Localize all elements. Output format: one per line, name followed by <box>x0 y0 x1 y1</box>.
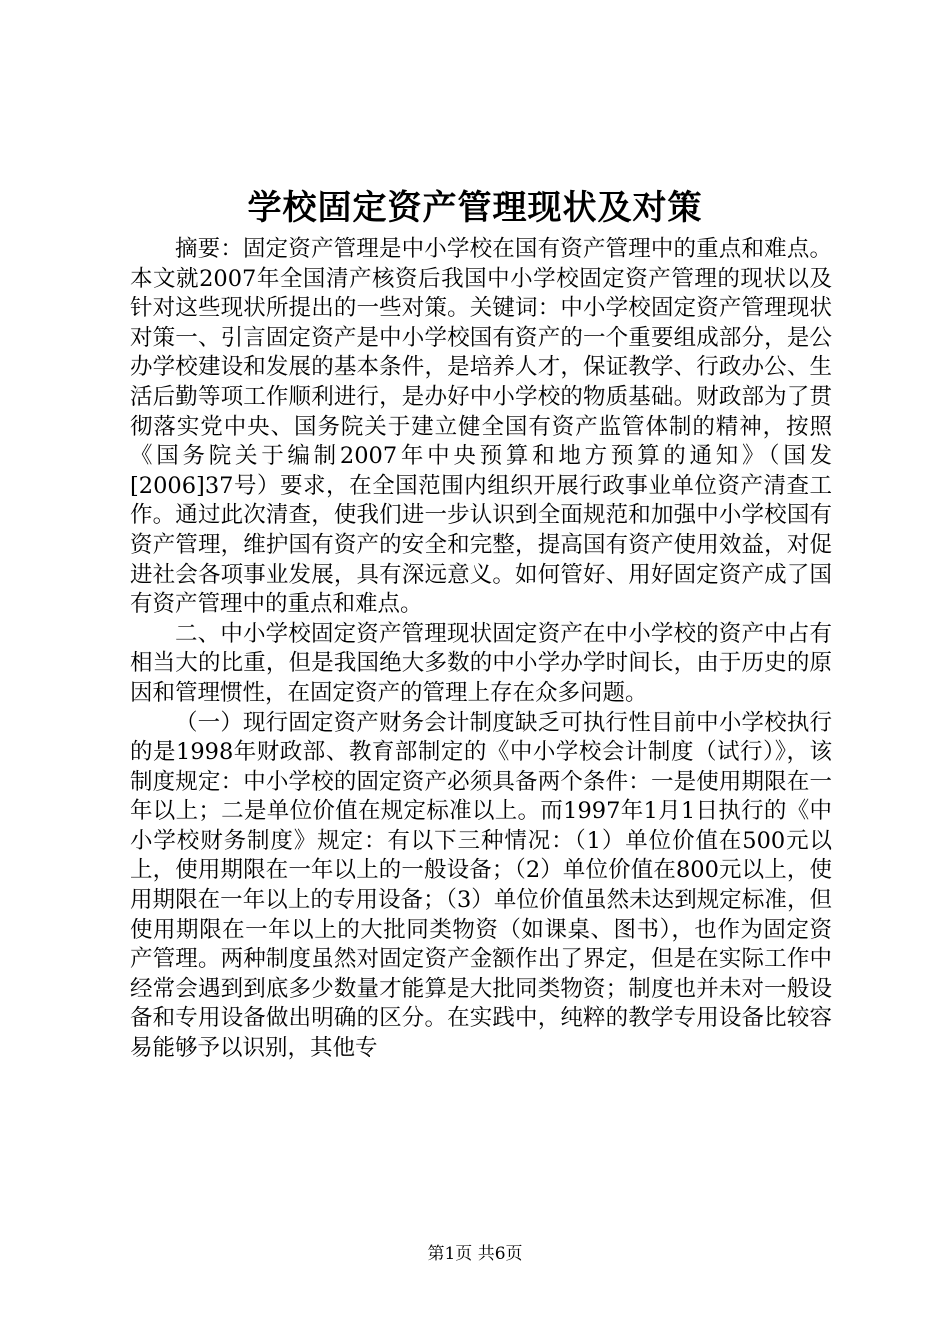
paragraph-abstract-intro: 摘要：固定资产管理是中小学校在国有资产管理中的重点和难点。本文就2007年全国清产核资后我国中小学校固定资产管理的现状以及针对这些现状所提出的一些对策。关键词：中小学校固定资产管理现状对策一、引言固定资产是中小学校国有资产的一个重要组成部分，是公办学校建设和发展的基本条件，是培养人才，保证教学、行政办公、生活后勤等项工作顺利进行，是办好中小学校的物质基础。财政部为了贯彻落实党中央、国务院关于建立健全国有资产监管体制的精神，按照《国务院关于编制2007年中央预算和地方预算的通知》（国发[2006]37号）要求，在全国范围内组织开展行政事业单位资产清查工作。通过此次清查，使我们进一步认识到全面规范和加强中小学校国有资产管理，维护国有资产的安全和完整，提高国有资产使用效益，对促进社会各项事业发展，具有深远意义。如何管好、用好固定资产成了国有资产管理中的重点和难点。 <box>130 236 832 618</box>
paragraph-current-status: 二、中小学校固定资产管理现状固定资产在中小学校的资产中占有相当大的比重，但是我国绝大多数的中小学办学时间长，由于历史的原因和管理惯性，在固定资产的管理上存在众多问题。 <box>130 620 832 706</box>
document-title: 学校固定资产管理现状及对策 <box>247 188 703 228</box>
page-footer: 第1页 共6页 <box>427 1244 523 1264</box>
document-body <box>130 235 832 1064</box>
paragraph-accounting-system: （一）现行固定资产财务会计制度缺乏可执行性目前中小学校执行的是1998年财政部、教育部制定的《中小学校会计制度（试行）》，该制度规定：中小学校的固定资产必须具备两个条件：一是使用期限在一年以上；二是单位价值在规定标准以上。而1997年1月1日执行的《中小学校财务制度》规定：有以下三种情况：（1）单位价值在500元以上，使用期限在一年以上的一般设备；（2）单位价值在800元以上，使用期限在一年以上的专用设备；（3）单位价值虽然未达到规定标准，但使用期限在一年以上的大批同类物资（如课桌、图书），也作为固定资产管理。两种制度虽然对固定资产金额作出了界定，但是在实际工作中经常会遇到到底多少数量才能算是大批同类物资；制度也并未对一般设备和专用设备做出明确的区分。在实践中，纯粹的教学专用设备比较容易能够予以识别，其他专 <box>130 709 832 1062</box>
